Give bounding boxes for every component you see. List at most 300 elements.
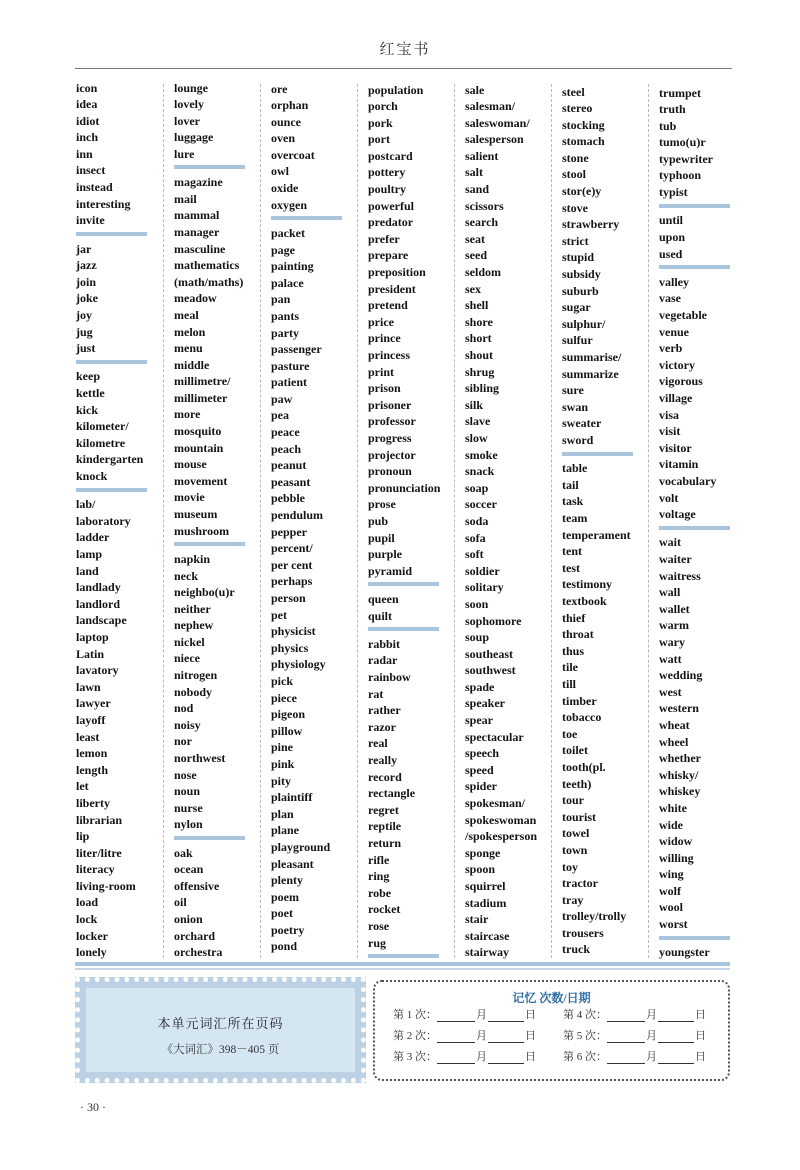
vocab-word: spoon — [465, 862, 496, 877]
vocab-word: vase — [659, 291, 681, 306]
vocab-word: ounce — [271, 114, 301, 129]
vocab-word: toy — [562, 859, 578, 874]
vocab-word: spokeswoman — [465, 812, 537, 827]
vocab-word: shore — [465, 314, 493, 329]
day-blank — [488, 1030, 524, 1043]
memory-log-row — [375, 1048, 728, 1064]
vocab-word: pan — [271, 292, 291, 307]
vocab-word: wolf — [659, 883, 681, 898]
vocab-word: whether — [659, 751, 701, 766]
vocab-word: patient — [271, 375, 307, 390]
vocab-word: seat — [465, 231, 485, 246]
vocab-word: poetry — [271, 922, 305, 937]
vocab-word: neighbo(u)r — [174, 585, 235, 600]
vocab-word: tractor — [562, 876, 598, 891]
vocab-word: overcoat — [271, 147, 315, 162]
vocab-word: whiskey — [659, 784, 701, 799]
vocab-word: inn — [76, 146, 93, 161]
vocab-word: peanut — [271, 458, 307, 473]
vocab-word: speed — [465, 762, 494, 777]
vocab-word: nickel — [174, 634, 205, 649]
vocab-word: return — [368, 836, 402, 850]
vocab-word: passenger — [271, 342, 322, 357]
vocab-word: movie — [174, 490, 205, 505]
month-blank — [437, 1009, 475, 1022]
vocab-word: join — [76, 274, 97, 289]
vocab-word: wallet — [659, 601, 690, 616]
vocab-word: salesperson — [465, 132, 524, 147]
divider-bar — [76, 488, 147, 492]
month-blank — [437, 1051, 475, 1064]
vocab-word: oxide — [271, 181, 299, 196]
vocab-word: throat — [562, 627, 594, 642]
vocab-word: pink — [271, 756, 295, 771]
letter-group-divider — [659, 933, 747, 945]
vocab-word: interesting — [76, 196, 131, 211]
vocab-word: sale — [465, 82, 485, 97]
vocab-word: teeth) — [562, 776, 592, 791]
header-rule — [75, 68, 732, 69]
vocab-word: widow — [659, 834, 693, 849]
vocab-word: lawyer — [76, 696, 111, 711]
vocab-word: poultry — [368, 182, 407, 197]
vocab-word: ore — [271, 81, 288, 96]
vocab-word: sulphur/ — [562, 316, 606, 331]
vocab-word: lure — [174, 146, 195, 161]
vocab-word: melon — [174, 324, 206, 339]
vocab-word: spectacular — [465, 729, 524, 744]
vocab-word: tail — [562, 477, 579, 492]
vocab-word: lab/ — [76, 497, 96, 512]
vocab-word: literacy — [76, 862, 115, 877]
vocab-word: strawberry — [562, 217, 620, 232]
vocab-word: towel — [562, 826, 590, 841]
page-title: 红宝书 — [379, 42, 431, 58]
vocab-word: laptop — [76, 629, 109, 644]
vocab-word: pronunciation — [368, 480, 441, 495]
vocab-word: postcard — [368, 148, 413, 163]
letter-group-divider — [562, 449, 650, 461]
vocab-word: verb — [659, 341, 683, 356]
vocab-word: pity — [271, 773, 292, 788]
vocab-column-3 — [271, 81, 359, 956]
vocab-word: pleasant — [271, 856, 314, 871]
month-blank — [607, 1009, 645, 1022]
vocab-word: packet — [271, 225, 305, 240]
vocab-word: sofa — [465, 530, 486, 545]
column-divider — [163, 84, 164, 958]
vocab-word: laboratory — [76, 513, 131, 528]
vocab-word: party — [271, 325, 299, 340]
vocab-word: squirrel — [465, 879, 506, 893]
vocab-word: living-room — [76, 878, 136, 893]
vocab-word: powerful — [368, 198, 414, 213]
vocab-word: soup — [465, 630, 490, 645]
vocab-column-7 — [659, 85, 747, 961]
vocab-word: movement — [174, 473, 228, 488]
vocab-word: print — [368, 364, 395, 379]
vocab-word: volt — [659, 490, 679, 505]
vocab-word: millimeter — [174, 390, 228, 405]
vocab-word: rocket — [368, 902, 401, 917]
vocab-word: joke — [76, 291, 98, 306]
vocab-word: worst — [659, 917, 688, 932]
vocab-word: sibling — [465, 381, 500, 396]
vocab-word: pick — [271, 673, 294, 688]
vocab-word: physicist — [271, 624, 316, 639]
divider-bar — [659, 936, 730, 940]
divider-bar — [368, 954, 439, 958]
vocab-word: lavatory — [76, 663, 119, 678]
vocab-column-4 — [368, 82, 456, 963]
vocab-word: stereo — [562, 101, 593, 116]
vocab-word: upon — [659, 229, 686, 244]
month-blank — [607, 1051, 645, 1064]
vocab-word: reptile — [368, 819, 402, 834]
vocab-word: town — [562, 842, 588, 857]
memory-entry-label: 第 2 次： — [393, 1030, 437, 1042]
vocab-word: lawn — [76, 679, 101, 694]
vocab-word: preposition — [368, 265, 426, 280]
vocab-word: used — [659, 246, 683, 261]
month-label: 月 — [646, 1030, 657, 1042]
vocab-word: prose — [368, 497, 396, 512]
vocab-word: sugar — [562, 300, 591, 315]
vocab-word: poet — [271, 906, 293, 921]
vocab-word: trumpet — [659, 85, 701, 100]
vocab-word: pea — [271, 408, 289, 423]
vocab-word: white — [659, 800, 687, 815]
letter-group-divider — [368, 579, 456, 591]
vocab-word: vitamin — [659, 457, 699, 472]
memory-entry — [563, 1027, 707, 1043]
vocab-word: sword — [562, 432, 594, 447]
vocab-word: spear — [465, 713, 493, 728]
vocab-word: subsidy — [562, 267, 601, 282]
vocab-word: page — [271, 242, 295, 257]
vocab-word: rose — [368, 918, 390, 933]
letter-group-divider — [659, 262, 747, 274]
letter-group-divider — [76, 357, 164, 369]
vocab-word: sponge — [465, 845, 501, 860]
vocab-word: stocking — [562, 117, 605, 132]
column-divider — [648, 84, 649, 958]
vocab-word: (math/maths) — [174, 274, 244, 289]
vocab-word: pants — [271, 308, 300, 323]
memory-entry-label: 第 4 次： — [563, 1009, 607, 1021]
vocab-word: seldom — [465, 265, 501, 280]
vocab-word: stor(e)y — [562, 184, 602, 199]
vocab-word: search — [465, 215, 499, 230]
vocab-word: rug — [368, 935, 386, 950]
vocab-word: watt — [659, 651, 682, 666]
vocab-word: purple — [368, 547, 403, 562]
vocab-word: toilet — [562, 743, 588, 758]
vocab-word: summarise/ — [562, 350, 622, 364]
vocab-word: team — [562, 511, 588, 526]
vocab-word: let — [76, 779, 89, 794]
divider-bar — [368, 582, 439, 586]
vocab-word: record — [368, 769, 402, 784]
vocab-word: scissors — [465, 198, 504, 213]
vocab-word: peach — [271, 441, 301, 456]
vocab-word: Latin — [76, 646, 105, 661]
vocab-word: lock — [76, 912, 98, 927]
vocab-word: museum — [174, 507, 218, 522]
vocab-word: wheel — [659, 734, 689, 749]
bottom-band — [75, 962, 730, 966]
letter-group-divider — [368, 624, 456, 636]
vocab-column-6 — [562, 84, 650, 959]
vocab-word: until — [659, 213, 684, 228]
vocab-word: kick — [76, 402, 99, 417]
vocab-word: waitress — [659, 568, 701, 583]
vocab-word: robe — [368, 885, 392, 900]
vocab-word: summarize — [562, 366, 619, 381]
vocab-word: rather — [368, 703, 401, 718]
vocab-word: strict — [562, 233, 589, 248]
vocab-word: layoff — [76, 712, 106, 727]
vocab-word: sweater — [562, 416, 602, 431]
vocab-word: visitor — [659, 440, 692, 455]
memory-log-row — [375, 1027, 728, 1043]
vocab-word: playground — [271, 839, 331, 854]
vocab-word: salt — [465, 165, 483, 180]
vocab-word: invite — [76, 213, 105, 228]
vocab-word: meal — [174, 307, 199, 322]
vocab-word: luggage — [174, 130, 214, 145]
day-blank — [488, 1051, 524, 1064]
vocab-word: thief — [562, 610, 586, 625]
vocab-word: menu — [174, 341, 203, 356]
divider-bar — [174, 165, 245, 169]
divider-bar — [76, 232, 147, 236]
vocab-word: wary — [659, 634, 685, 649]
vocab-word: mosquito — [174, 424, 222, 439]
divider-bar — [271, 216, 342, 220]
vocab-word: soldier — [465, 563, 500, 578]
vocab-word: vigorous — [659, 374, 703, 389]
page-reference-box — [75, 977, 366, 1083]
vocab-word: millimetre/ — [174, 374, 231, 389]
vocab-word: wait — [659, 535, 681, 550]
memory-log-row — [375, 1006, 728, 1022]
vocab-word: wall — [659, 585, 681, 600]
vocab-word: plenty — [271, 873, 304, 888]
vocab-word: onion — [174, 912, 203, 927]
vocab-word: speaker — [465, 696, 505, 711]
vocab-word: thus — [562, 643, 585, 658]
vocab-word: pupil — [368, 530, 395, 545]
vocab-word: temperament — [562, 527, 631, 542]
vocab-word: rectangle — [368, 786, 416, 801]
memory-entry-label: 第 3 次： — [393, 1051, 437, 1063]
vocab-word: more — [174, 407, 201, 422]
vocab-word: nor — [174, 734, 192, 749]
vocab-word: lounge — [174, 80, 209, 95]
month-blank — [607, 1030, 645, 1043]
vocab-word: tourist — [562, 809, 596, 824]
vocab-word: truth — [659, 102, 686, 117]
vocab-word: soon — [465, 596, 489, 611]
vocab-word: stove — [562, 200, 588, 215]
memory-entry-label: 第 1 次： — [393, 1009, 437, 1021]
vocab-word: queen — [368, 592, 399, 606]
vocab-word: testimony — [562, 577, 612, 592]
vocab-word: tile — [562, 660, 578, 675]
vocab-word: landlord — [76, 596, 121, 611]
vocab-word: princess — [368, 348, 410, 362]
vocab-word: inch — [76, 130, 99, 145]
day-label: 日 — [525, 1051, 536, 1063]
vocab-word: venue — [659, 324, 689, 339]
vocab-word: victory — [659, 357, 695, 372]
day-label: 日 — [695, 1051, 706, 1063]
vocab-word: west — [659, 684, 682, 699]
vocab-word: rainbow — [368, 670, 411, 685]
memory-log-box — [373, 980, 730, 1081]
vocab-word: typewriter — [659, 151, 713, 166]
letter-group-divider — [174, 539, 262, 551]
vocab-word: least — [76, 729, 100, 744]
vocab-word: visit — [659, 424, 681, 439]
vocab-word: predator — [368, 215, 414, 230]
vocab-word: jar — [76, 241, 92, 256]
vocab-word: perhaps — [271, 574, 313, 589]
vocab-word: vocabulary — [659, 473, 717, 488]
vocab-word: pigeon — [271, 707, 306, 722]
vocab-word: suburb — [562, 283, 599, 298]
vocab-word: paw — [271, 391, 293, 406]
vocab-word: spokesman/ — [465, 796, 526, 811]
vocab-word: jug — [76, 324, 93, 339]
vocab-word: valley — [659, 274, 689, 289]
vocab-word: joy — [76, 307, 92, 322]
divider-bar — [76, 360, 147, 364]
vocab-word: rifle — [368, 852, 390, 867]
vocab-word: idiot — [76, 113, 100, 128]
vocab-word: textbook — [562, 594, 607, 608]
day-blank — [658, 1030, 694, 1043]
vocab-word: painting — [271, 259, 314, 274]
vocab-word: lover — [174, 113, 200, 128]
vocab-word: manager — [174, 224, 220, 239]
vocab-word: icon — [76, 80, 98, 95]
vocab-word: youngster — [659, 945, 710, 960]
vocab-word: offensive — [174, 878, 220, 893]
memory-entry — [393, 1006, 537, 1022]
vocab-word: western — [659, 701, 699, 716]
month-label: 月 — [476, 1051, 487, 1063]
letter-group-divider — [659, 201, 747, 213]
vocab-word: pillow — [271, 723, 303, 738]
vocab-word: meadow — [174, 291, 217, 306]
vocab-word: pronoun — [368, 464, 412, 479]
vocab-word: piece — [271, 690, 297, 705]
vocab-word: short — [465, 331, 492, 346]
vocab-word: land — [76, 563, 99, 578]
vocab-word: pendulum — [271, 508, 324, 523]
vocab-word: kettle — [76, 385, 105, 400]
vocab-word: vegetable — [659, 308, 707, 322]
vocab-word: ocean — [174, 862, 204, 877]
vocab-word: mushroom — [174, 523, 230, 538]
vocab-word: visa — [659, 407, 680, 422]
day-blank — [488, 1009, 524, 1022]
vocab-word: village — [659, 390, 693, 405]
vocab-word: test — [562, 560, 580, 575]
vocab-column-2 — [174, 80, 262, 961]
vocab-word: stool — [562, 167, 586, 182]
vocab-word: idea — [76, 97, 98, 112]
vocab-word: timber — [562, 693, 597, 708]
vocab-word: southeast — [465, 646, 514, 661]
vocab-word: shell — [465, 298, 489, 313]
vocab-word: northwest — [174, 751, 226, 766]
vocab-word: truck — [562, 942, 590, 957]
vocab-word: napkin — [174, 551, 211, 566]
vocab-word: smoke — [465, 447, 498, 462]
vocab-word: pub — [368, 513, 389, 528]
divider-bar — [659, 526, 730, 530]
vocab-word: lemon — [76, 746, 108, 761]
vocab-word: stomach — [562, 134, 605, 149]
vocab-word: wide — [659, 817, 683, 832]
vocab-word: typist — [659, 185, 688, 200]
day-label: 日 — [695, 1009, 706, 1021]
vocab-word: toe — [562, 726, 578, 741]
memory-entry — [563, 1048, 707, 1064]
divider-bar — [659, 204, 730, 208]
memory-entry — [393, 1048, 537, 1064]
vocab-word: razor — [368, 719, 396, 734]
vocab-word: niece — [174, 651, 200, 666]
vocab-word: nose — [174, 767, 197, 782]
vocab-word: orphan — [271, 98, 309, 113]
vocab-word: tray — [562, 892, 584, 907]
vocab-word: kilometre — [76, 435, 126, 450]
column-divider — [260, 84, 261, 958]
month-label: 月 — [646, 1051, 657, 1063]
vocab-word: oil — [174, 895, 187, 910]
vocab-word: wedding — [659, 668, 703, 683]
column-divider — [357, 84, 358, 958]
vocab-word: shout — [465, 348, 494, 362]
vocab-word: spade — [465, 679, 495, 694]
page-number: · 30 · — [80, 1100, 106, 1114]
vocab-word: physiology — [271, 657, 326, 672]
vocab-word: shrug — [465, 364, 495, 379]
column-divider — [551, 84, 552, 958]
vocab-word: salient — [465, 148, 499, 163]
vocab-word: voltage — [659, 507, 696, 522]
vocab-word: magazine — [174, 175, 223, 190]
vocab-word: nylon — [174, 817, 203, 832]
vocab-word: pyramid — [368, 563, 413, 578]
vocab-word: population — [368, 82, 424, 97]
vocab-word: radar — [368, 653, 398, 668]
vocab-word: lip — [76, 829, 90, 844]
vocab-word: typhoon — [659, 168, 702, 183]
month-label: 月 — [646, 1009, 657, 1021]
vocab-word: seed — [465, 248, 487, 263]
vocab-word: nitrogen — [174, 668, 218, 683]
vocab-word: steel — [562, 84, 585, 99]
letter-group-divider — [174, 162, 262, 174]
vocab-word: pet — [271, 607, 287, 622]
vocab-word: ladder — [76, 530, 110, 545]
vocab-word: mouse — [174, 457, 207, 472]
